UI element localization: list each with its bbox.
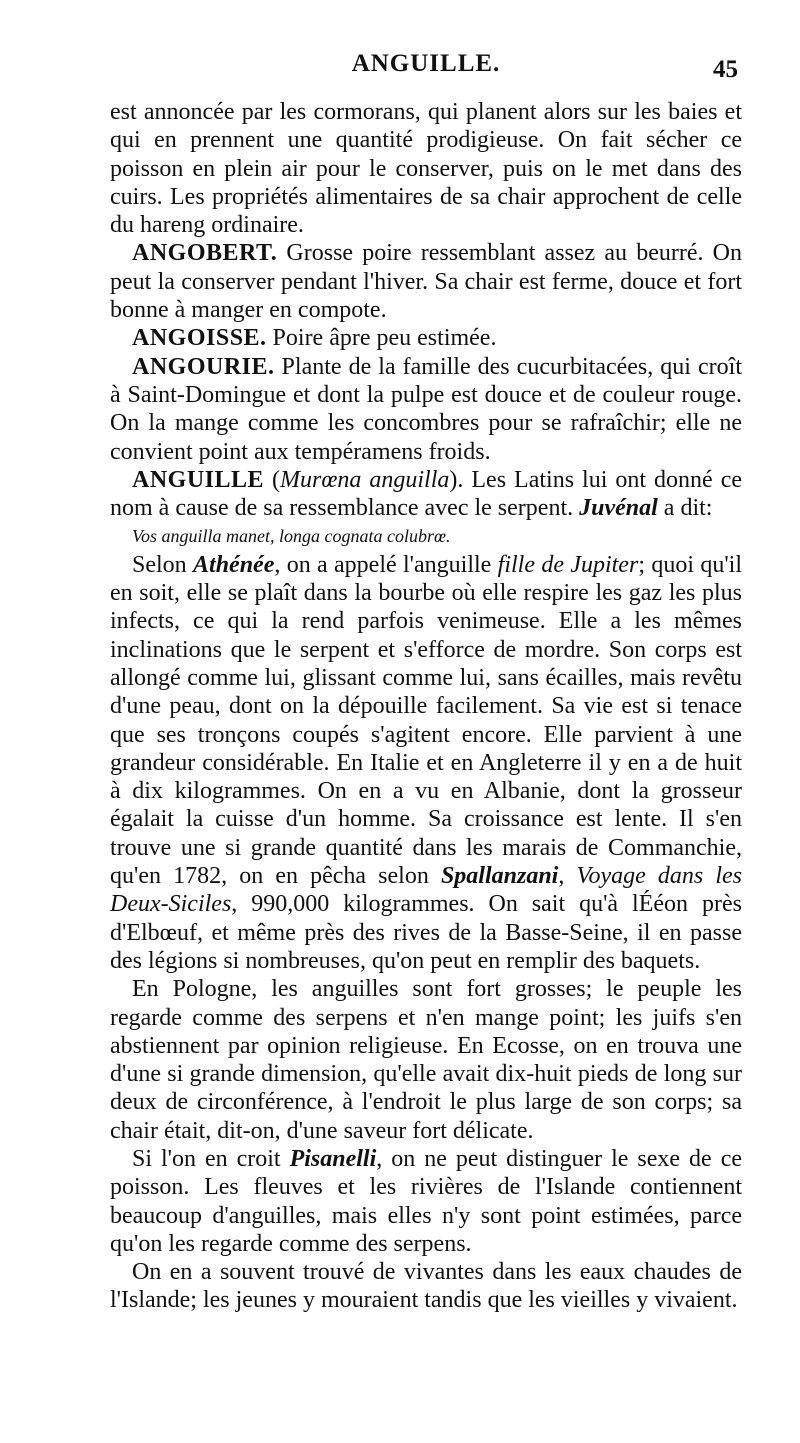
entry-angourie: ANGOURIE. Plante de la famille des cucurbitacées, qui croît à Saint-Domingue et dont la pulpe est douce et de couleur rouge. On la mange comme les concombres pour se rafraîchir; elle ne convient point aux tempéramens froids. xyxy=(110,353,742,465)
body-text xyxy=(110,98,742,1315)
paragraph-pisanelli: Si l'on en croit Pisanelli, on ne peut distinguer le sexe de ce poisson. Les fleuves et les rivières de l'Islande contiennent beaucoup d'anguilles, mais elles n'y sont point estimées, parce qu'on les regarde comme des serpens. xyxy=(110,1145,742,1257)
author-name: Pisanelli xyxy=(289,1145,377,1172)
latin-verse: Vos anguilla manet, longa cognata colubrœ. xyxy=(132,526,451,547)
paragraph-islande: On en a souvent trouvé de vivantes dans les eaux chaudes de l'Islande; les jeunes y mouraient tandis que les vieilles y vivaient. xyxy=(110,1259,742,1314)
entry-headword: ANGOBERT. xyxy=(132,240,278,267)
entry-angobert: ANGOBERT. Grosse poire ressemblant assez au beurré. On peut la conserver pendant l'hiver. Sa chair est ferme, douce et fort bonne à manger en compote. xyxy=(110,240,742,324)
running-head xyxy=(110,50,742,86)
epithet: fille de Jupiter xyxy=(497,551,639,578)
paragraph-continuation: est annoncée par les cormorans, qui planent alors sur les baies et qui en prennent une quantité prodigieuse. On fait sécher ce poisson en plein air pour le conserver, puis on le met dans des cuirs. Les propriétés alimentaires de sa chair approchent de celle du hareng ordinaire. xyxy=(110,99,742,239)
work-title: Voyage dans les Deux-Siciles xyxy=(110,863,743,918)
entry-angoisse: ANGOISSE. Poire âpre peu estimée. xyxy=(132,325,497,352)
entry-headword: ANGOISSE. xyxy=(132,325,267,352)
entry-anguille: ANGUILLE (Murœna anguilla). Les Latins lui ont donné ce nom à cause de sa ressemblance avec le serpent. Juvénal a dit: Vos anguilla manet, longa cognata colubrœ. xyxy=(110,466,742,551)
latin-name: Murœna anguilla xyxy=(280,466,450,493)
author-name: Juvénal xyxy=(579,495,658,522)
paragraph-selon: Selon Athénée, on a appelé l'anguille fille de Jupiter; quoi qu'il en soit, elle se plaît dans la bourbe où elle respire les gaz les plus infects, ce qui la rend parfois venimeuse. Elle a les mêmes inclinations que le serpent et s'efforce de mordre. Son corps est allongé comme lui, glissant comme lui, sans écailles, mais revêtu d'une peau, dont on la dépouille facilement. Sa vie est si tenace que ses tronçons coupés s'agitent encore. Elle parvient à une grandeur considérable. En Italie et en Angleterre il y en a de huit à dix kilogrammes. On en a vu en Albanie, dont la grosseur égalait la cuisse d'un homme. Sa croissance est lente. Il s'en trouve une si grande quantité dans les marais de Commanchie, qu'en 1782, on en pêcha selon Spallanzani, Voyage dans les Deux-Siciles, 990,000 kilogrammes. On sait qu'à lÉéon près d'Elbœuf, et même près des rives de la Basse-Seine, il en passe des légions si nombreuses, qu'on peut en remplir des baquets. xyxy=(110,551,743,974)
author-name: Athénée xyxy=(193,551,275,578)
entry-headword: ANGUILLE xyxy=(132,466,265,493)
running-title: ANGUILLE. xyxy=(351,50,501,77)
paragraph-pologne: En Pologne, les anguilles sont fort grosses; le peuple les regarde comme des serpens et n'en mange point; les juifs s'en abstiennent par opinion religieuse. En Ecosse, on en trouva une d'une si grande dimension, qu'elle avait dix-huit pieds de long sur deux de circonférence, à l'endroit le plus large de son corps; sa chair était, dit-on, d'une saveur fort délicate. xyxy=(110,976,742,1144)
entry-headword: ANGOURIE. xyxy=(132,353,275,380)
author-name: Spallanzani xyxy=(440,863,559,890)
page-number: 45 xyxy=(713,56,738,83)
